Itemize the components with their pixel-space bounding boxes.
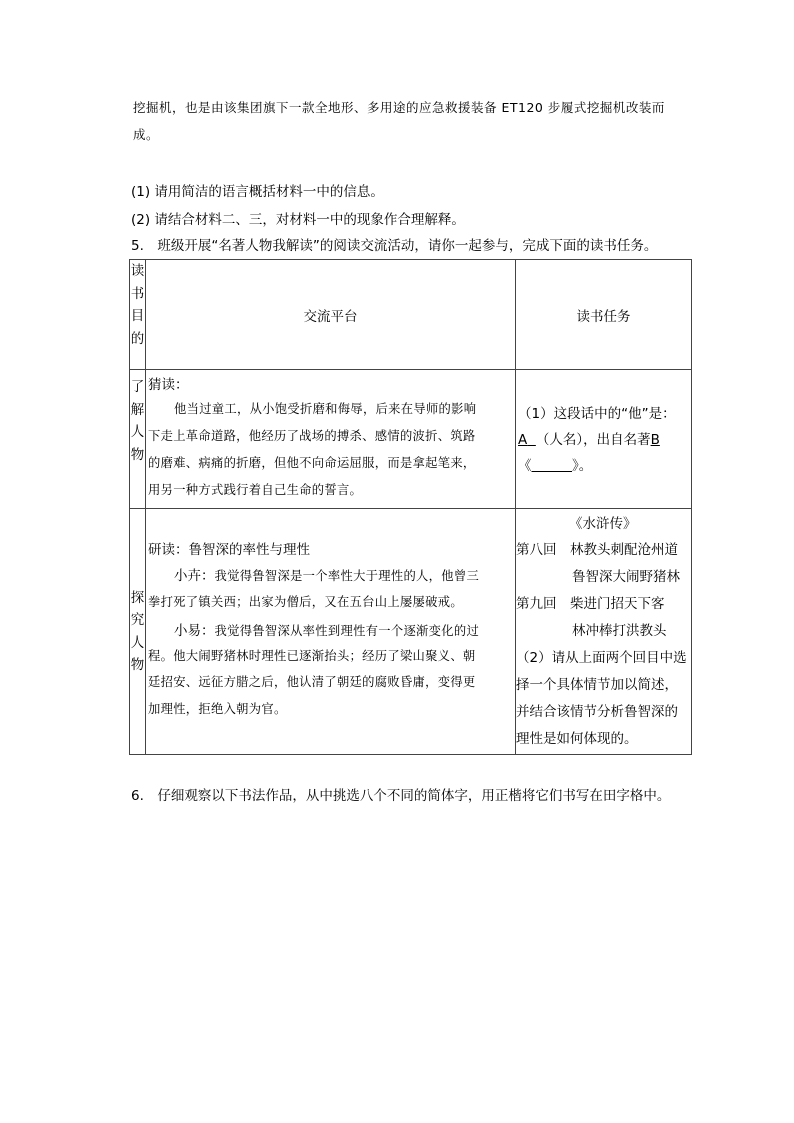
chapter-9-line-1: 第九回 柴进门招天下客 — [516, 596, 665, 612]
row1-task-text: （人名），出自名著 — [535, 432, 651, 448]
question-1: (1) 请用简洁的语言概括材料一中的信息。 — [131, 184, 384, 200]
row1-task-cell — [516, 370, 692, 509]
xiaoyi-text: 我觉得鲁智深从率性到理性有一个逐渐变化的过 — [214, 624, 480, 638]
answer-label-a: A — [518, 432, 528, 448]
xiaohui-name: 小卉： — [174, 568, 215, 584]
xiaohui-text: 我觉得鲁智深是一个率性大于理性的人，他曾三 — [214, 569, 480, 583]
header-platform-cell — [146, 260, 516, 370]
header-purpose-char: 读 — [130, 263, 145, 279]
task2-line: 择一个具体情节加以简述， — [516, 677, 678, 693]
row1-task-line-3 — [518, 454, 592, 474]
row2-purpose-char: 究 — [130, 612, 145, 628]
row1-purpose-cell — [130, 370, 146, 509]
xiaoyi-name: 小易： — [174, 623, 215, 639]
reading-task-table — [129, 259, 692, 755]
question-5: 5. 班级开展“名著人物我解读”的阅读交流活动，请你一起参与，完成下面的读书任务。 — [131, 238, 658, 254]
chapter-8-line-1: 第八回 林教头刺配沧州道 — [516, 542, 678, 558]
row1-purpose-char: 物 — [130, 446, 145, 463]
intro-line-2: 成。 — [133, 127, 160, 142]
table-row-understand — [130, 370, 692, 509]
task2-line: （2）请从上面两个回目中选 — [516, 650, 687, 666]
chapter-8-line-2: 鲁智深大闹野猪林 — [572, 569, 680, 585]
xiaoyi-line-3: 廷招安、远征方腊之后，他认清了朝廷的腐败昏庸，变得更 — [148, 675, 476, 689]
header-purpose-cell — [130, 260, 146, 370]
row1-purpose-char: 了 — [130, 379, 145, 395]
row1-task-line-2 — [518, 428, 660, 448]
book-bracket-open: 《 — [518, 458, 532, 474]
answer-blank-a[interactable] — [518, 432, 536, 448]
chapter-9-line-2: 林冲棒打洪教头 — [572, 623, 667, 639]
xiaoyi-line-2: 程。他大闹野猪林时理性已逐渐抬头；经历了梁山聚义、朝 — [148, 649, 476, 663]
question-2: (2) 请结合材料二、三，对材料一中的现象作合理解释。 — [131, 212, 465, 228]
book-title: 《水浒传》 — [569, 516, 637, 532]
header-purpose-char: 的 — [130, 330, 145, 347]
answer-blank-book[interactable] — [532, 458, 573, 474]
intro-line-1: 挖掘机，也是由该集团旗下一款全地形、多用途的应急救援装备 ET120 步履式挖掘机改装而 — [133, 100, 665, 115]
row1-text-line: 的磨难、病痛的折磨，但他不向命运屈服，而是拿起笔来， — [148, 456, 476, 470]
row2-purpose-char: 探 — [130, 589, 145, 606]
row2-purpose-cell — [130, 509, 146, 755]
header-purpose-char: 目 — [130, 308, 145, 324]
row2-platform-cell — [146, 509, 516, 755]
xiaohui-line-2: 拳打死了镇关西；出家为僧后，又在五台山上屡屡破戒。 — [148, 595, 463, 609]
header-purpose-char: 书 — [130, 285, 145, 302]
header-task-cell — [516, 260, 692, 370]
row1-text-line: 他当过童工，从小饱受折磨和侮辱，后来在导师的影响 — [174, 402, 477, 416]
question-6: 6. 仔细观察以下书法作品，从中挑选八个不同的简体字，用正楷将它们书写在田字格中。 — [131, 788, 671, 804]
task2-line: 理性是如何体现的。 — [516, 731, 638, 747]
answer-label-b: B — [650, 432, 660, 448]
row1-platform-cell — [146, 370, 516, 509]
row2-label: 研读：鲁智深的率性与理性 — [148, 542, 310, 558]
row2-purpose-char: 物 — [130, 657, 145, 673]
row2-purpose-char: 人 — [130, 634, 145, 651]
table-header-row — [130, 260, 692, 370]
xiaoyi-line-1 — [174, 619, 479, 639]
row1-purpose-char: 人 — [130, 424, 145, 440]
row1-purpose-char: 解 — [130, 401, 145, 418]
book-bracket-close: 》。 — [572, 458, 593, 474]
header-platform: 交流平台 — [303, 308, 358, 325]
row2-task-cell — [516, 509, 692, 755]
xiaohui-line-1 — [174, 564, 479, 584]
row1-label: 猜读： — [148, 377, 189, 393]
header-task: 读书任务 — [576, 308, 631, 325]
xiaoyi-line-4: 加理性，拒绝入朝为官。 — [148, 702, 287, 716]
task2-line: 并结合该情节分析鲁智深的 — [516, 704, 678, 720]
table-row-explore — [130, 509, 692, 755]
row1-text-line: 下走上革命道路，他经历了战场的搏杀、感情的波折、筑路 — [148, 429, 476, 443]
row1-task-line-1: （1）这段话中的“他”是： — [518, 406, 676, 422]
row1-text-line: 用另一种方式践行着自己生命的誓言。 — [148, 483, 363, 497]
